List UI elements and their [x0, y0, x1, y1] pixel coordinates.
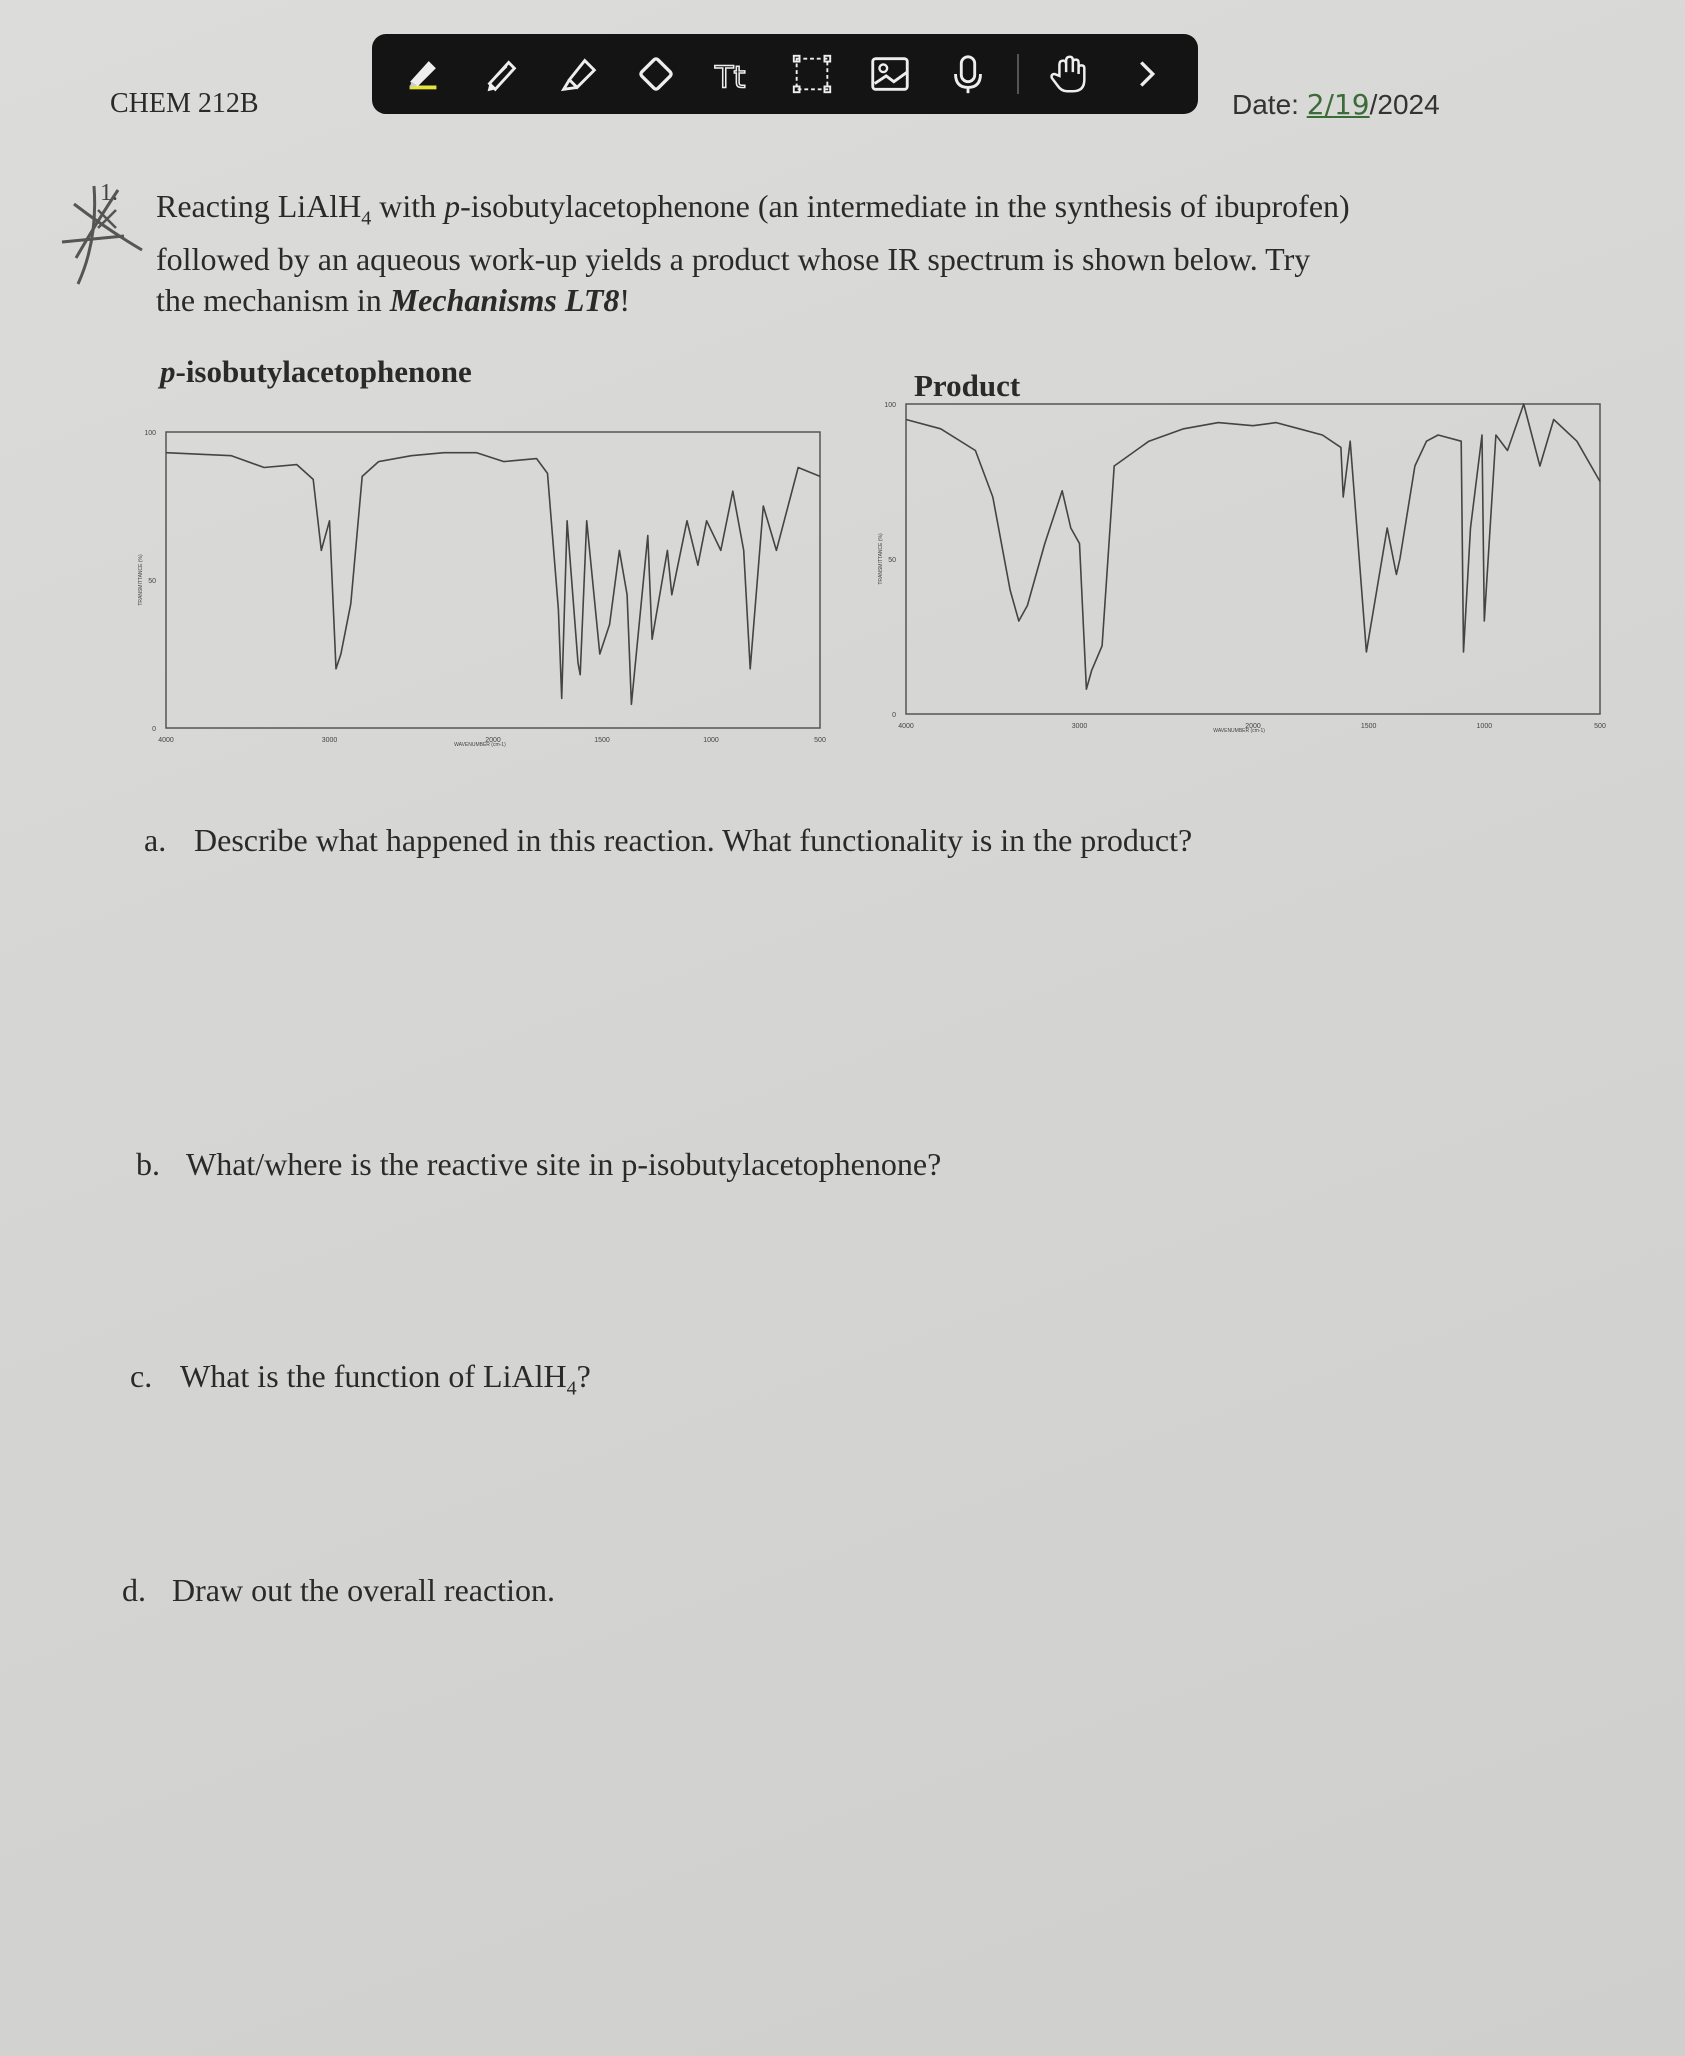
x-tick-label: 500 [1594, 723, 1606, 730]
date-field [1232, 88, 1440, 121]
date-day: 19 [1333, 88, 1370, 121]
date-separator: / [1324, 88, 1334, 121]
date-year: /2024 [1369, 89, 1440, 120]
y-tick-label: 50 [888, 557, 896, 564]
x-tick-label: 500 [814, 737, 826, 744]
pencil-icon[interactable] [473, 46, 529, 102]
hand-touch-icon[interactable] [1041, 46, 1097, 102]
date-label: Date: [1232, 89, 1299, 120]
x-axis-label: WAVENUMBER (cm-1) [1213, 728, 1265, 734]
intro-line-1: Reacting LiAlH$_4$ with p-isobutylacetophenone (an intermediate in the synthesis of ibuprofen) [156, 188, 1350, 230]
part-a: a. Describe what happened in this reaction. What functionality is in the product? [144, 822, 1193, 858]
x-tick-label: 2000 [1245, 723, 1261, 730]
handwritten-star-mark [58, 180, 158, 290]
date-month: 2 [1306, 88, 1325, 121]
highlighter-icon[interactable] [551, 46, 607, 102]
part-b: b. What/where is the reactive site in p-isobutylacetophenone? [136, 1146, 942, 1182]
x-tick-label: 4000 [898, 723, 914, 730]
x-tick-label: 4000 [158, 737, 174, 744]
y-tick-label: 0 [152, 726, 156, 733]
plot-frame [166, 432, 820, 728]
left-spectrum-title: p-isobutylacetophenone [160, 354, 472, 389]
y-tick-label: 50 [148, 578, 156, 585]
x-tick-label: 3000 [321, 737, 338, 744]
text-tool-icon[interactable] [706, 46, 762, 102]
course-title: CHEM 212B [110, 88, 259, 119]
annotation-toolbar [372, 34, 1198, 114]
lasso-select-icon[interactable] [784, 46, 840, 102]
part-c: c. What is the function of LiAlH$_4$? [130, 1358, 591, 1400]
x-tick-label: 1500 [1360, 723, 1377, 730]
spectrum-trace [906, 404, 1600, 689]
y-tick-label: 0 [892, 712, 896, 719]
spectrum-trace [166, 453, 820, 705]
ir-spectrum-product [868, 398, 1616, 746]
question-intro [156, 186, 1476, 321]
eraser-icon[interactable] [628, 46, 684, 102]
y-tick-label: 100 [884, 402, 896, 409]
x-tick-label: 1000 [703, 737, 719, 744]
x-tick-label: 3000 [1071, 723, 1088, 730]
microphone-icon[interactable] [940, 46, 996, 102]
x-tick-label: 1000 [1476, 723, 1493, 730]
chevron-right-icon[interactable] [1119, 46, 1175, 102]
image-icon[interactable] [862, 46, 918, 102]
intro-line-2: followed by an aqueous work-up yields a product whose IR spectrum is shown below. Try [156, 241, 1311, 278]
ir-spectrum-reactant [130, 420, 830, 760]
plot-frame [906, 404, 1600, 714]
x-tick-label: 2000 [485, 737, 501, 744]
toolbar-divider [1017, 54, 1019, 94]
y-axis-label: TRANSMITTANCE (%) [878, 533, 884, 585]
question-number: 1. [100, 180, 118, 206]
intro-line-3: the mechanism in Mechanisms LT8! [156, 282, 631, 319]
x-tick-label: 1500 [594, 737, 610, 744]
x-axis-label: WAVENUMBER (cm-1) [454, 742, 506, 748]
svg-text:Tt: Tt [714, 60, 746, 96]
part-d: d. Draw out the overall reaction. [122, 1572, 555, 1608]
y-tick-label: 100 [144, 430, 156, 437]
pen-icon[interactable] [395, 46, 451, 102]
right-spectrum-title: Product [914, 368, 1021, 403]
y-axis-label: TRANSMITTANCE (%) [138, 554, 144, 606]
